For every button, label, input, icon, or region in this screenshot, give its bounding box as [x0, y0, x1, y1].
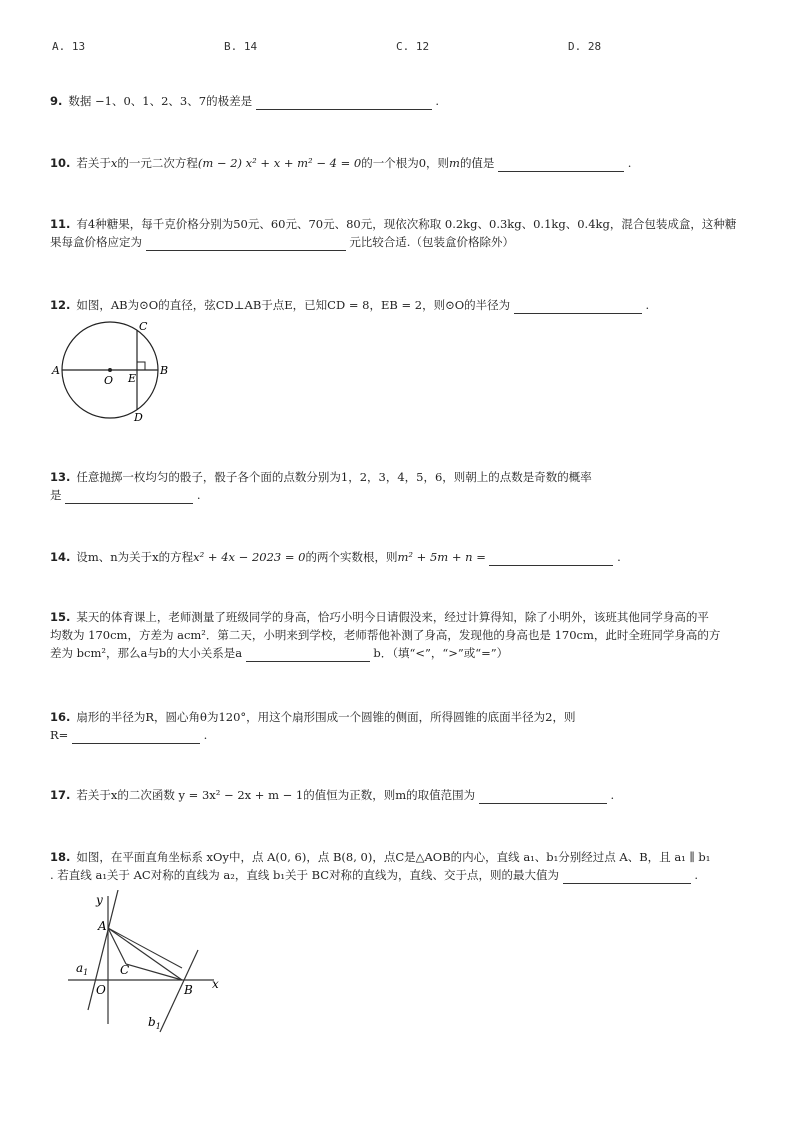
answer-blank[interactable]	[146, 238, 346, 251]
answer-blank[interactable]	[563, 871, 691, 884]
math-equation: x² + 4x − 2023 = 0	[193, 550, 306, 564]
question-text: R=	[50, 728, 69, 742]
question-text: 数据 −1、0、1、2、3、7的极差是	[68, 94, 253, 108]
question-number: 13.	[50, 470, 71, 484]
choice-a: A. 13	[52, 40, 86, 53]
question-tail: .	[617, 550, 621, 564]
question-text: 扇形的半径为R，圆心角θ为120°，用这个扇形围成一个圆锥的侧面，所得圆锥的底面半径为2，则	[76, 710, 576, 724]
question-16	[50, 708, 575, 744]
question-text: 的两个实数根，则	[305, 550, 398, 564]
answer-blank[interactable]	[479, 791, 607, 804]
question-number: 12.	[50, 298, 71, 312]
question-text: 的值是	[459, 156, 495, 170]
label-e: E	[128, 372, 137, 385]
answer-blank[interactable]	[246, 649, 370, 662]
question-tail: .	[435, 94, 440, 108]
answer-blank[interactable]	[65, 491, 193, 504]
question-tail: .	[196, 488, 201, 502]
question-17	[50, 786, 614, 804]
question-tail: .	[694, 868, 699, 882]
question-text: 某天的体育课上，老师测量了班级同学的身高，恰巧小明今日请假没来，经过计算得知，除了小明外，该班其他同学身高的平	[76, 610, 709, 624]
question-tail: .	[610, 788, 615, 802]
answer-blank[interactable]	[72, 731, 200, 744]
circle-figure	[48, 318, 178, 428]
center-point	[108, 368, 112, 372]
label-a: A	[52, 364, 60, 377]
right-angle-mark	[137, 362, 145, 370]
question-13	[50, 468, 592, 504]
question-9	[50, 92, 439, 110]
question-number: 17.	[50, 788, 71, 802]
question-text: 有4种糖果，每千克价格分别为50元、60元、70元、80元，现依次称取 0.2kg、0.3kg、0.1kg、0.4kg，混合包装成盒，这种糖	[76, 217, 737, 231]
label-y: y	[96, 893, 103, 907]
answer-blank[interactable]	[498, 159, 624, 172]
question-14	[50, 548, 621, 566]
question-tail: .	[645, 298, 650, 312]
label-c: C	[139, 320, 148, 333]
label-a1: $a_1$	[76, 961, 89, 977]
answer-blank[interactable]	[256, 97, 432, 110]
math-equation: (m − 2) x² + x + m² − 4 = 0	[197, 156, 362, 170]
question-number: 18.	[50, 850, 71, 864]
question-text: 果每盒价格应定为	[50, 235, 142, 249]
segment-a-inner	[108, 928, 182, 968]
question-12	[50, 296, 649, 314]
question-text: 的一个根为0，则	[361, 156, 450, 170]
question-text: 元比较合适.（包装盒价格除外）	[349, 235, 514, 249]
question-text: 设m、n为关于x的方程	[76, 550, 194, 564]
question-18	[50, 848, 710, 884]
question-number: 11.	[50, 217, 71, 231]
label-b: B	[160, 364, 169, 377]
label-c: C	[120, 963, 130, 977]
question-text: 均数为 170cm，方差为 acm²．第二天，小明来到学校，老师帮他补测了身高，发现他的身高也是 170cm，此时全班同学身高的方	[50, 628, 721, 642]
math-var: x	[110, 156, 118, 170]
question-text: . 若直线 a₁关于 AC对称的直线为 a₂，直线 b₁关于 BC对称的直线为，直线、交于点，则的最大值为	[50, 868, 560, 882]
question-text: 任意抛掷一枚均匀的骰子，骰子各个面的点数分别为1，2，3，4，5，6，则朝上的点数是奇数的概率	[76, 470, 592, 484]
question-text: 的一元二次方程	[117, 156, 198, 170]
question-text: 如图，在平面直角坐标系 xOy中，点 A(0, 6)，点 B(8, 0)，点C是△AOB的内心，直线 a₁、b₁分别经过点 A、B，且 a₁ ∥ b₁	[76, 850, 711, 864]
question-text: 若关于x的二次函数 y = 3x² − 2x + m − 1的值恒为正数，则m的取值范围为	[76, 788, 476, 802]
question-text: 差为 bcm²，那么a与b的大小关系是a	[50, 646, 243, 660]
choice-d: D. 28	[568, 40, 602, 53]
label-o: O	[104, 374, 114, 387]
question-number: 14.	[50, 550, 71, 564]
math-equation: m² + 5m + n =	[397, 550, 486, 564]
label-b: B	[184, 983, 193, 997]
question-15	[50, 608, 720, 662]
question-text: b．（填“<”，“>”或“=”）	[373, 646, 509, 660]
label-d: D	[134, 411, 143, 424]
question-tail: .	[627, 156, 632, 170]
answer-blank[interactable]	[514, 301, 642, 314]
choice-c: C. 12	[396, 40, 430, 53]
label-b1: $b_1$	[148, 1015, 161, 1031]
question-text: 若关于	[76, 156, 111, 170]
math-var: m	[449, 156, 460, 170]
choice-b: B. 14	[224, 40, 258, 53]
label-a: A	[98, 919, 107, 933]
coordinate-figure	[64, 890, 234, 1034]
question-tail: .	[203, 728, 208, 742]
label-x: x	[212, 977, 219, 991]
question-10	[50, 154, 631, 172]
question-number: 9.	[50, 94, 63, 108]
label-o: O	[96, 983, 106, 997]
question-number: 16.	[50, 710, 71, 724]
segment-cb	[126, 964, 182, 980]
question-text: 是	[50, 488, 62, 502]
question-number: 10.	[50, 156, 71, 170]
question-number: 15.	[50, 610, 71, 624]
answer-blank[interactable]	[489, 553, 613, 566]
question-11	[50, 215, 736, 251]
question-text: 如图，AB为⊙O的直径，弦CD⊥AB于点E，已知CD = 8，EB = 2，则⊙O的半径为	[76, 298, 511, 312]
